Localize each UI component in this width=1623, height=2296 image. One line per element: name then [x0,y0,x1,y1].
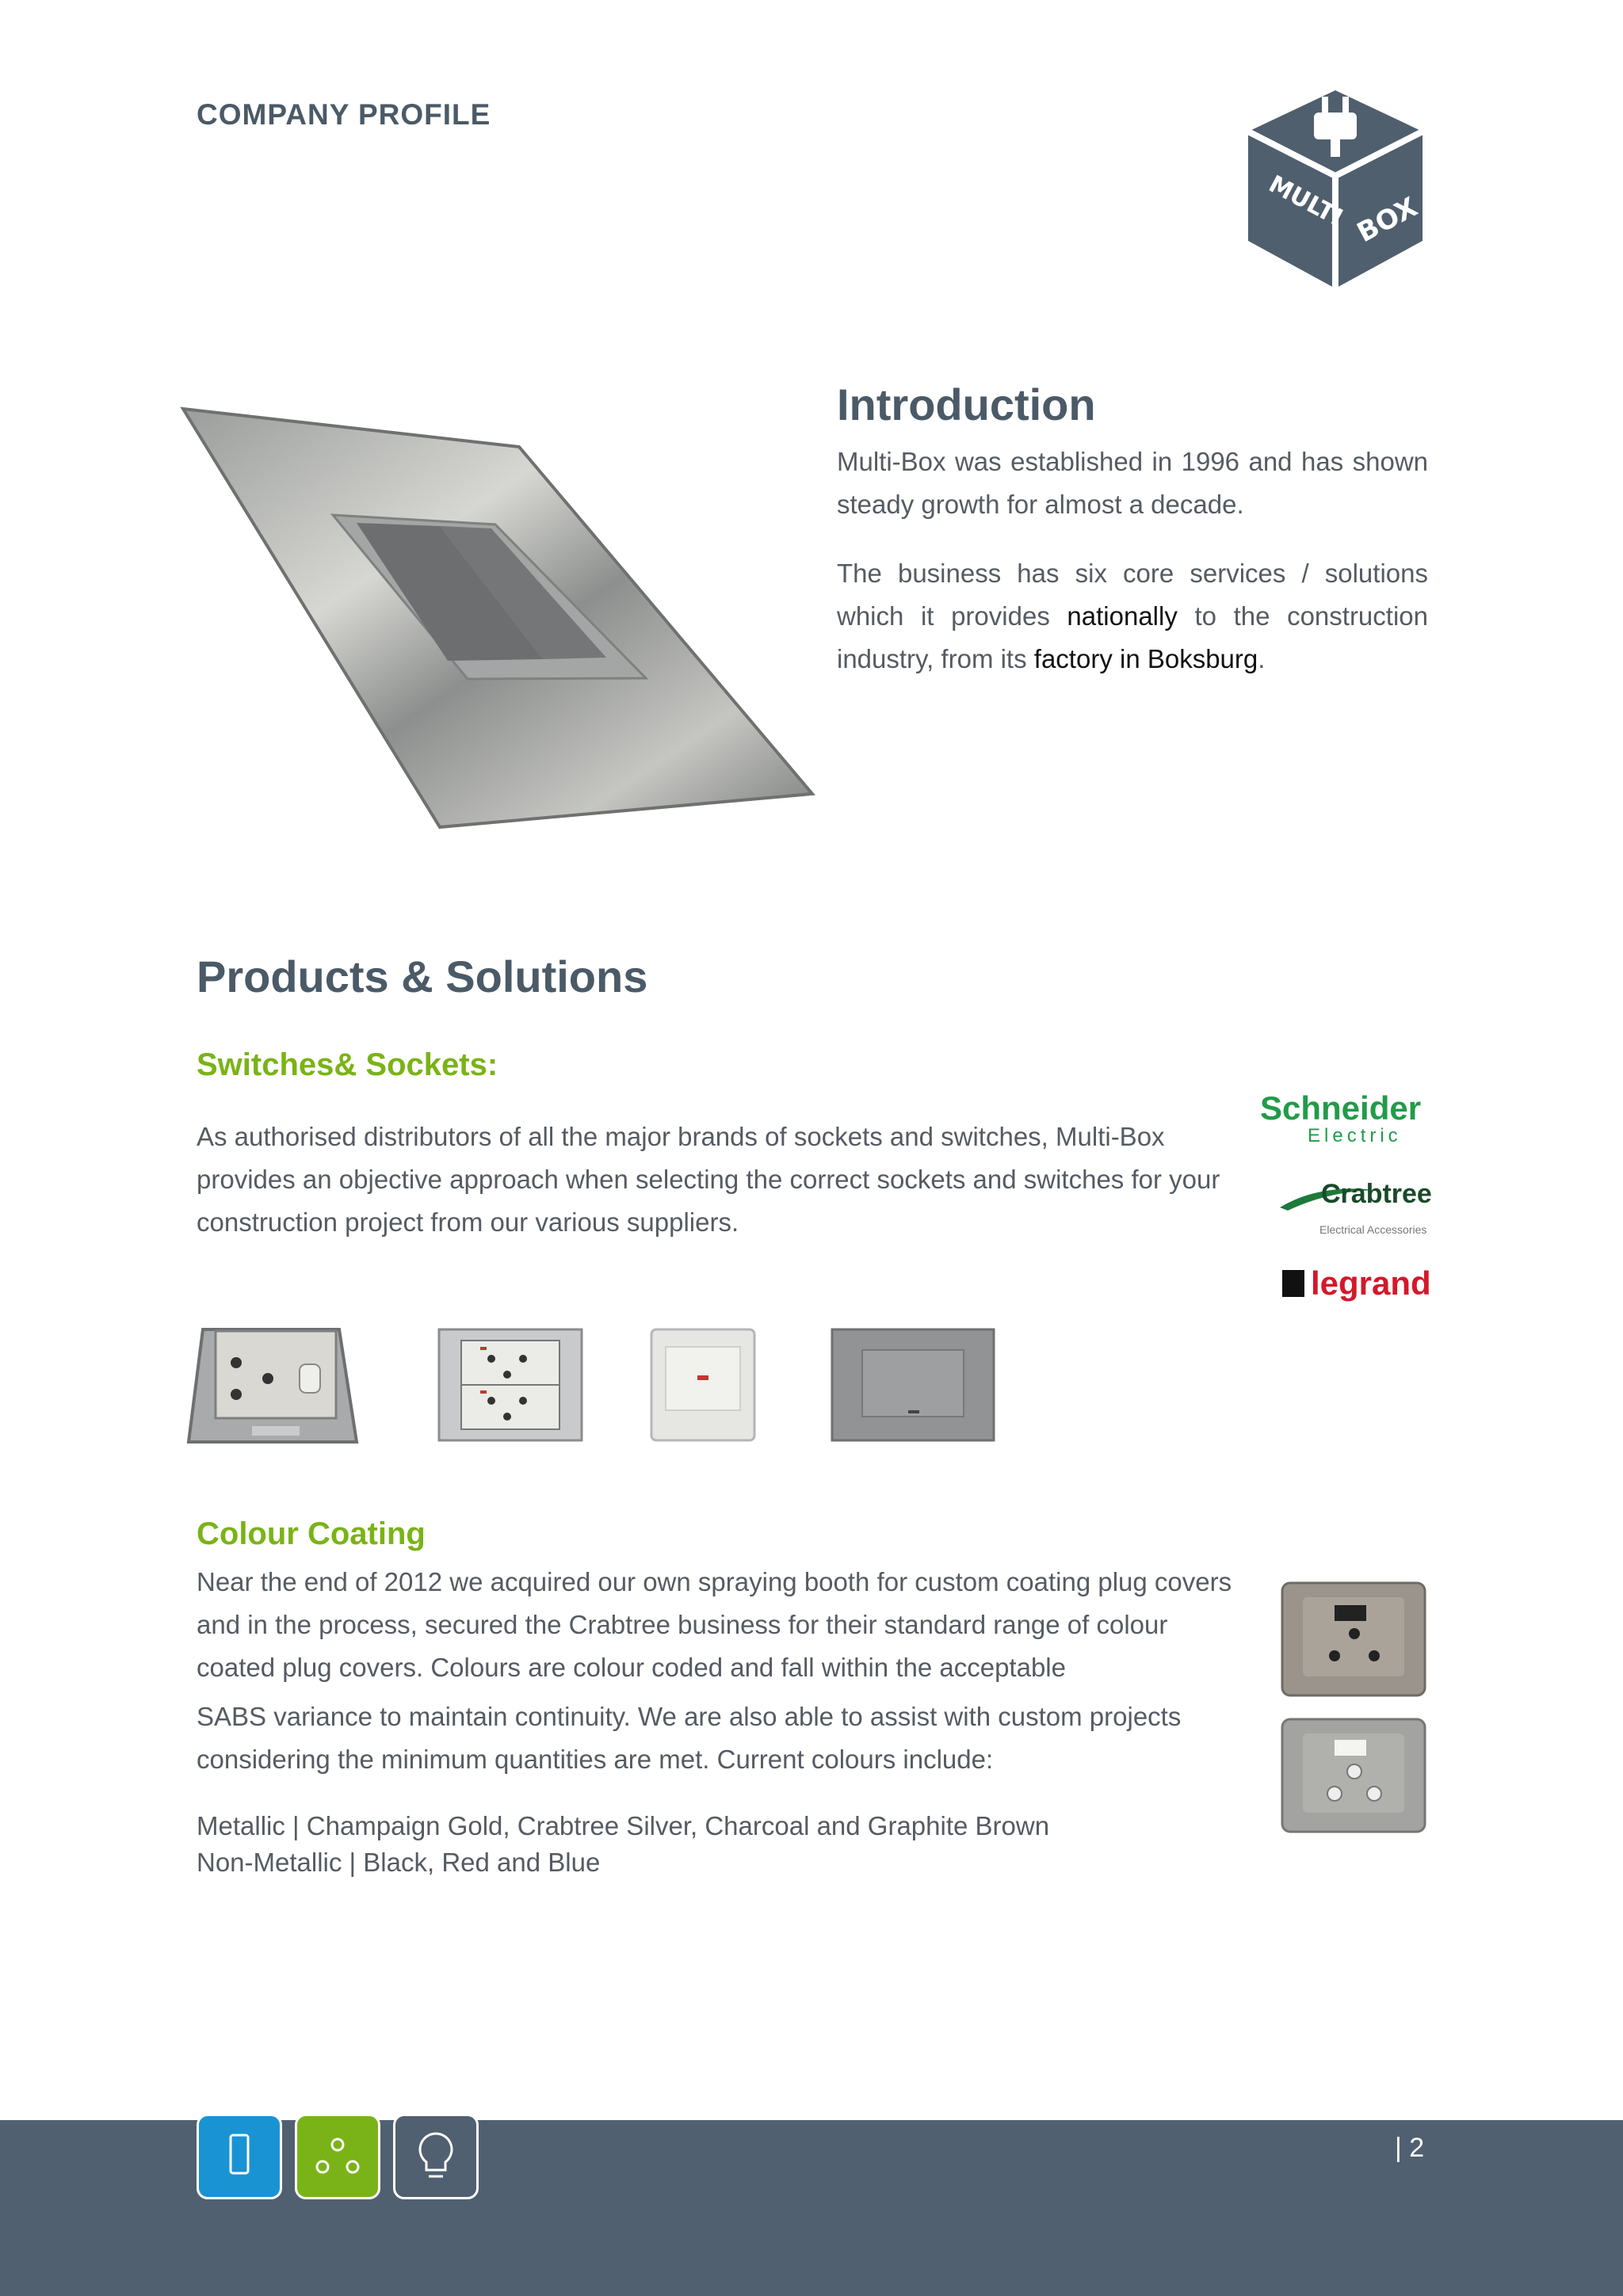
floor-box-image [181,1323,363,1447]
colour-coating-paragraph-2: SABS variance to maintain continuity. We are also able to assist with custom projects considering the minimum quantities are met. Current colours include: [197,1702,1182,1774]
intro-paragraph-1: Multi-Box was established in 1996 and has shown steady growth for almost a decade. [837,447,1428,519]
single-switch-image [648,1323,759,1447]
non-metallic-colours: Non-Metallic | Black, Red and Blue [197,1848,601,1877]
phone-icon [197,2114,282,2199]
multibox-logo [1236,82,1434,296]
nationally-link: nationally [1067,601,1178,631]
socket-icon [295,2114,380,2199]
schneider-logo: Schneider Electric [1260,1089,1422,1146]
legrand-logo: legrand [1282,1264,1433,1302]
products-heading: Products & Solutions [197,952,648,1001]
factory-link: factory in Boksburg [1033,644,1258,673]
switch-plate-image [178,406,817,832]
coated-socket-image-1 [1279,1580,1430,1699]
metallic-colours: Metallic | Champaign Gold, Crabtree Silver, Charcoal and Graphite Brown [197,1811,1050,1840]
intro-heading: Introduction [837,379,1096,429]
page-number: | 2 [1395,2133,1425,2163]
switches-paragraph: As authorised distributors of all the major brands of sockets and switches, Multi-Box provides an objective approach when selecting the correct sockets and switches for your construction project from our various suppliers. [197,1122,1220,1237]
logo-text-multi: MULTI [1264,170,1347,232]
colour-coating-heading: Colour Coating [197,1516,426,1551]
grey-switch-plate-image [829,1323,997,1447]
crabtree-logo: Crabtree Electrical Accessories [1272,1179,1430,1242]
coated-socket-image-2 [1279,1716,1430,1835]
lightbulb-icon [393,2114,479,2199]
logo-text-box: BOX [1352,191,1423,250]
colour-coating-paragraph-1: Near the end of 2012 we acquired our own spraying booth for custom coating plug covers and in the process, secured the Crabtree business for their standard range of colour coated plug covers. Colours are colour coded and fall within the acceptable [197,1567,1232,1682]
double-socket-image [436,1323,586,1447]
colour-list [197,1808,1049,1881]
switches-heading: Switches& Sockets: [197,1047,498,1082]
section-label: COMPANY PROFILE [197,98,491,131]
intro-paragraph-2: The business has six core services / solutions which it provides nationally to the construction industry, from its factory in Boksburg. [837,559,1428,673]
